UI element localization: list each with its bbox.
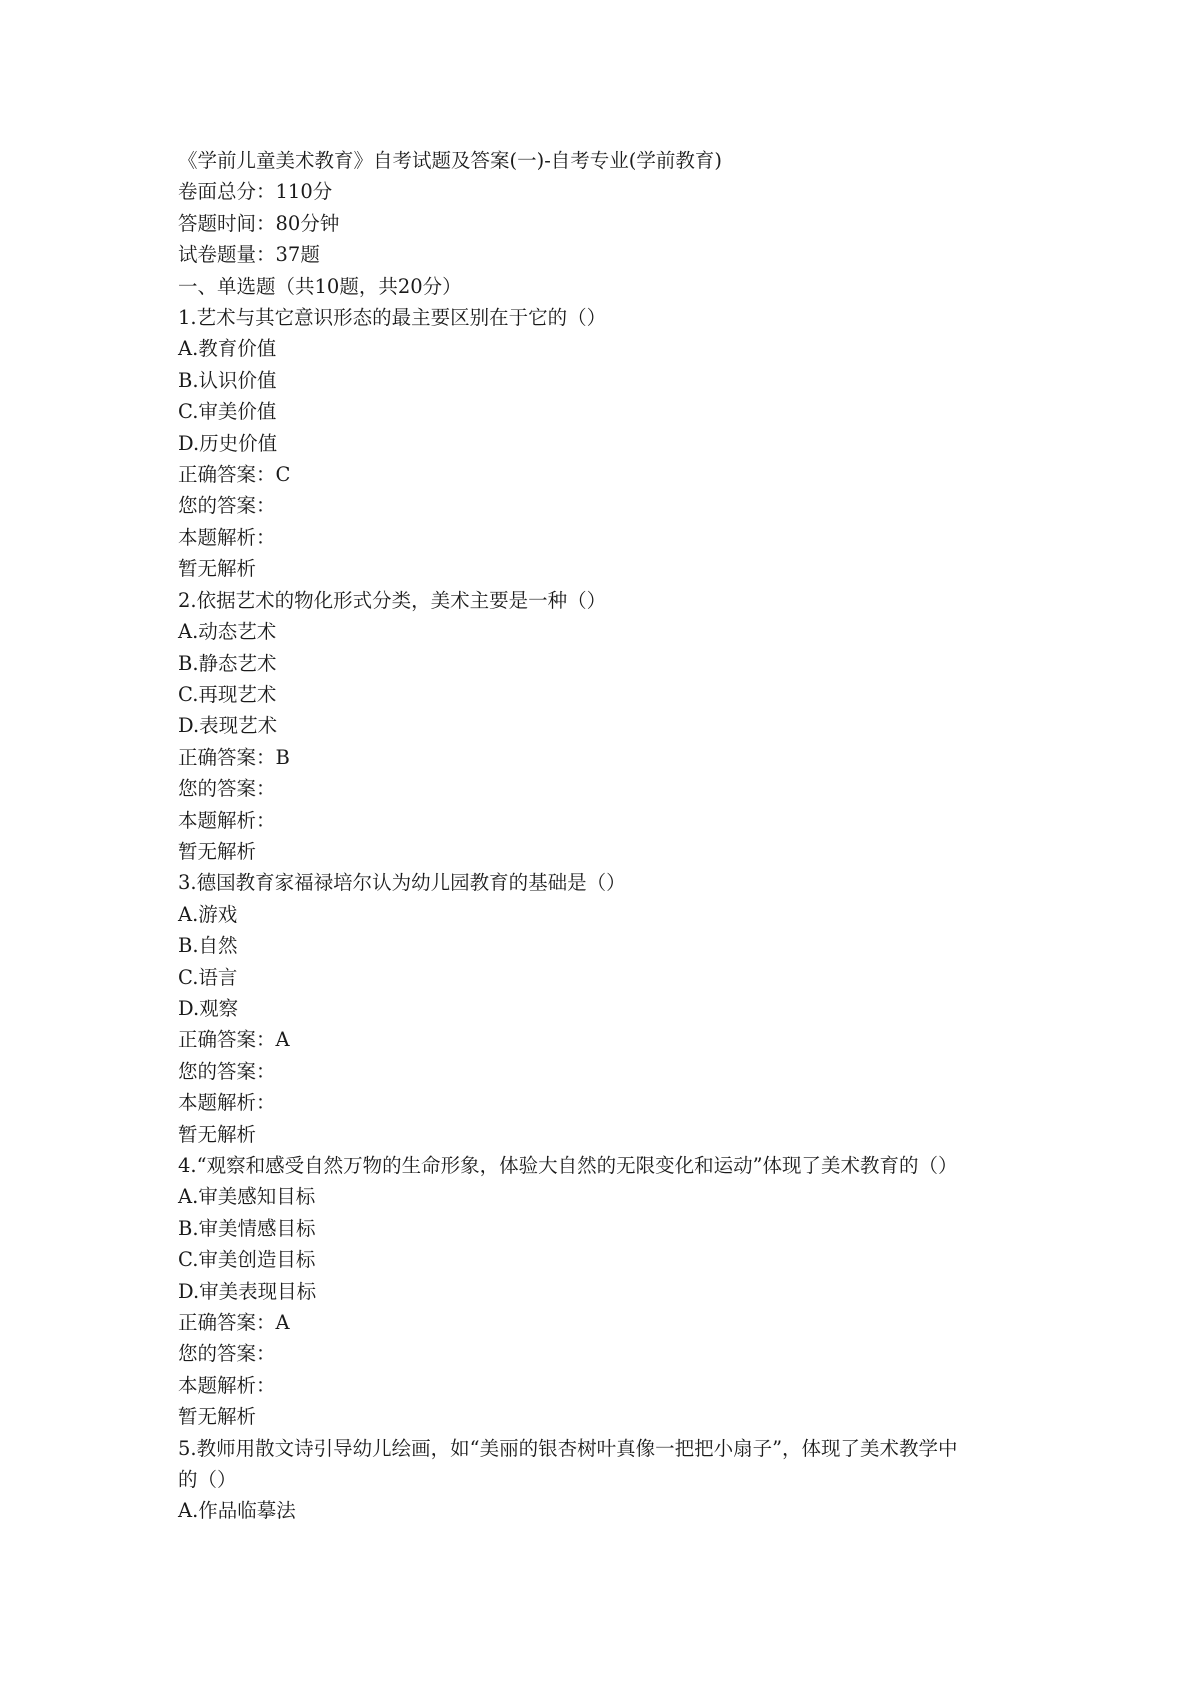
- document-page: [178, 145, 1038, 1527]
- option-b: B.自然: [178, 934, 238, 958]
- option-c: C.审美创造目标: [178, 1248, 316, 1272]
- question-count: 试卷题量：37题: [178, 243, 320, 267]
- question-stem: 1.艺术与其它意识形态的最主要区别在于它的（）: [178, 306, 607, 330]
- analysis-text: 暂无解析: [178, 839, 257, 863]
- option-b: B.认识价值: [178, 368, 277, 392]
- analysis-label: 本题解析：: [178, 808, 276, 832]
- correct-answer: 正确答案：B: [178, 745, 290, 769]
- section-heading: 一、单选题（共10题，共20分）: [178, 274, 462, 298]
- answer-time: 答题时间：80分钟: [178, 211, 340, 235]
- analysis-text: 暂无解析: [178, 1122, 257, 1146]
- option-a: A.审美感知目标: [178, 1185, 316, 1209]
- correct-answer: 正确答案：A: [178, 1311, 290, 1335]
- question-3: [178, 867, 1038, 1150]
- question-4: [178, 1150, 1038, 1433]
- option-a: A.作品临摹法: [178, 1499, 296, 1523]
- document-title: 《学前儿童美术教育》自考试题及答案(一)-自考专业(学前教育): [178, 149, 723, 172]
- analysis-text: 暂无解析: [178, 1405, 257, 1429]
- option-a: A.动态艺术: [178, 620, 277, 644]
- question-2: [178, 585, 1038, 868]
- analysis-text: 暂无解析: [178, 557, 257, 581]
- option-d: D.观察: [178, 996, 239, 1020]
- option-d: D.历史价值: [178, 431, 278, 455]
- question-stem: 3.德国教育家福禄培尔认为幼儿园教育的基础是（）: [178, 871, 626, 895]
- option-b: B.审美情感目标: [178, 1216, 316, 1240]
- option-b: B.静态艺术: [178, 651, 277, 675]
- option-c: C.语言: [178, 965, 238, 989]
- option-c: C.再现艺术: [178, 682, 277, 706]
- option-d: D.审美表现目标: [178, 1279, 317, 1303]
- question-stem: 5.教师用散文诗引导幼儿绘画，如“美丽的银杏树叶真像一把把小扇子”，体现了美术教学中: [178, 1436, 958, 1460]
- analysis-label: 本题解析：: [178, 525, 276, 549]
- correct-answer: 正确答案：A: [178, 1028, 290, 1052]
- question-stem: 4.“观察和感受自然万物的生命形象，体验大自然的无限变化和运动”体现了美术教育的（）: [178, 1154, 958, 1177]
- analysis-label: 本题解析：: [178, 1373, 276, 1397]
- your-answer: 您的答案：: [178, 1342, 276, 1366]
- option-c: C.审美价值: [178, 400, 277, 424]
- option-d: D.表现艺术: [178, 714, 278, 738]
- correct-answer: 正确答案：C: [178, 463, 291, 487]
- your-answer: 您的答案：: [178, 777, 276, 801]
- your-answer: 您的答案：: [178, 494, 276, 518]
- your-answer: 您的答案：: [178, 1059, 276, 1083]
- question-stem: 2.依据艺术的物化形式分类，美术主要是一种（）: [178, 588, 607, 612]
- option-a: A.教育价值: [178, 337, 277, 361]
- option-a: A.游戏: [178, 902, 238, 926]
- question-1: [178, 302, 1038, 585]
- document-header: [178, 145, 1038, 302]
- question-5: [178, 1433, 1038, 1527]
- total-score: 卷面总分：110分: [178, 180, 333, 204]
- question-stem-continued: 的（）: [178, 1468, 237, 1492]
- analysis-label: 本题解析：: [178, 1091, 276, 1115]
